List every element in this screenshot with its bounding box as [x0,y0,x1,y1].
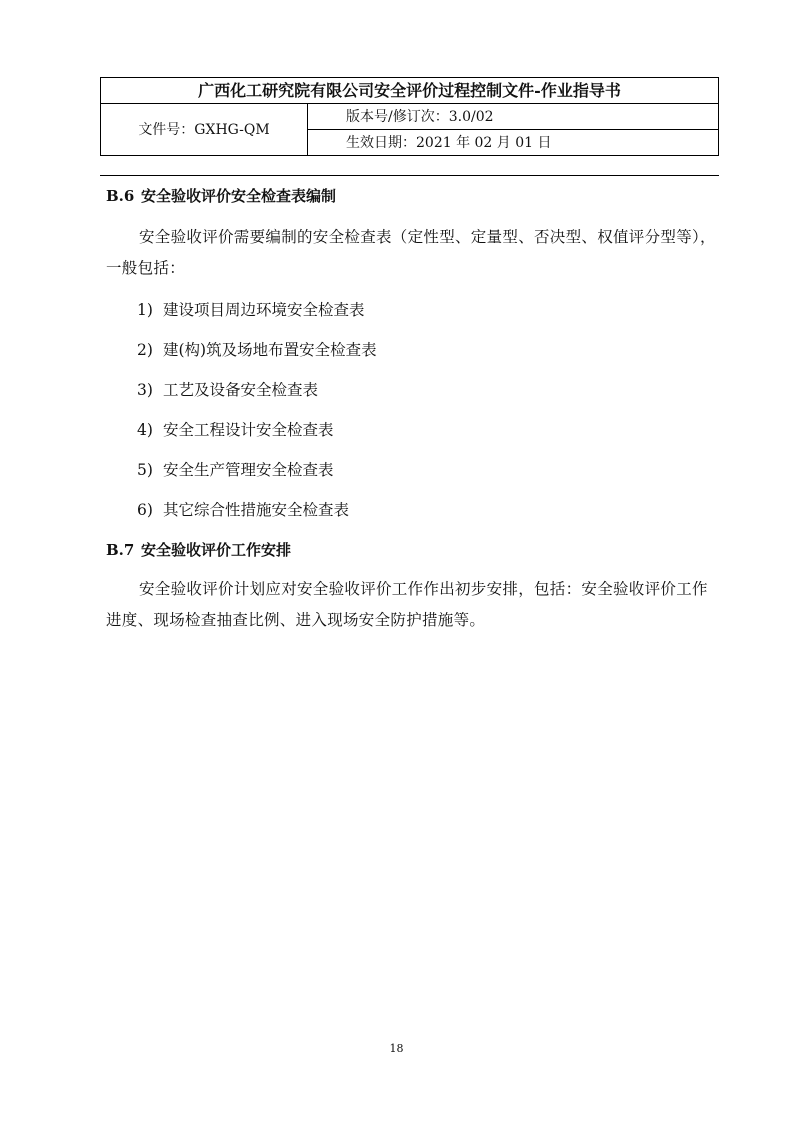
list-item [137,418,334,440]
list-item-text: 建(构)筑及场地布置安全检查表 [163,341,377,359]
section-title: 安全验收评价工作安排 [141,541,292,559]
page-number: 18 [389,1042,404,1055]
document-header-table [100,77,719,156]
section-number: B.6 [106,187,135,205]
list-item-number: 4) [137,421,153,439]
list-item-text: 安全工程设计安全检查表 [163,421,334,439]
effective-date: 生效日期：2021 年 02 月 01 日 [346,135,552,151]
list-item-number: 6) [137,501,153,519]
list-item [137,378,318,400]
list-item-number: 1) [137,301,153,319]
list-item [137,498,349,520]
list-item [137,458,334,480]
list-item-text: 安全生产管理安全检查表 [163,461,334,479]
document-header-title: 广西化工研究院有限公司安全评价过程控制文件-作业指导书 [101,78,718,104]
section-heading-b6 [106,185,336,206]
section-heading-b7 [106,539,291,560]
section-title: 安全验收评价安全检查表编制 [141,187,337,205]
list-item-number: 5) [137,461,153,479]
header-divider [100,175,719,176]
section-number: B.7 [106,541,135,559]
list-item-text: 建设项目周边环境安全检查表 [163,301,365,319]
section-b6-intro: 安全验收评价需要编制的安全检查表（定性型、定量型、否决型、权值评分型等），一般包括： [106,228,716,277]
list-item-text: 其它综合性措施安全检查表 [163,501,350,519]
list-item-number: 2) [137,341,153,359]
section-b7-body: 安全验收评价计划应对安全验收评价工作作出初步安排，包括：安全验收评价工作进度、现场检查抽查比例、进入现场安全防护措施等。 [106,580,708,629]
list-item [137,298,365,320]
version-number: 版本号/修订次：3.0/02 [308,104,718,130]
file-number: 文件号：GXHG-QM [101,104,308,156]
list-item-text: 工艺及设备安全检查表 [163,381,319,399]
list-item [137,338,377,360]
list-item-number: 3) [137,381,153,399]
